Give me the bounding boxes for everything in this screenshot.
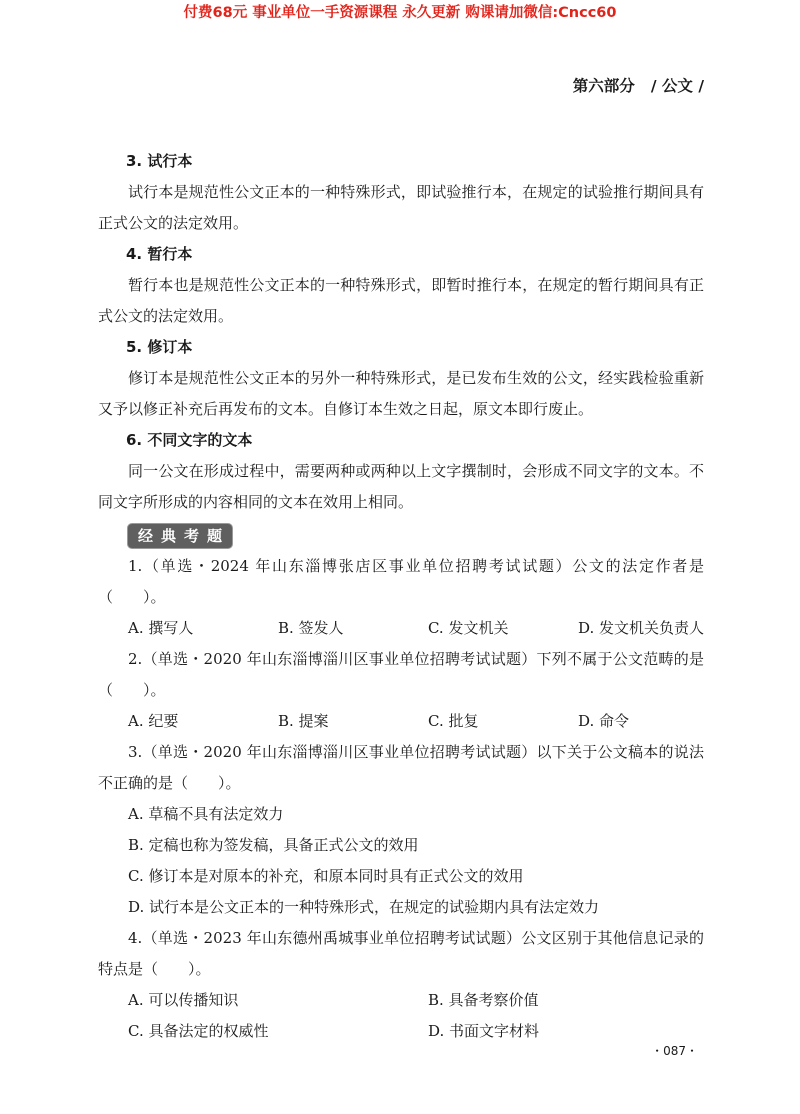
option-c: C. 具备法定的权威性 [128,1022,269,1040]
page-number: ・087・ [651,1044,698,1058]
section-body: 试行本是规范性公文正本的一种特殊形式，即试验推行本，在规定的试验推行期间具有正式公文的法定效用。 [98,183,704,232]
option-c: C. 发文机关 [427,619,509,637]
question-options [98,985,704,1047]
section-heading: 6. 不同文字的文本 [126,431,253,449]
option-b: B. 定稿也称为签发稿，具备正式公文的效用 [128,836,419,854]
option-c: C. 批复 [428,712,479,730]
option-d: D. 书面文字材料 [428,1022,540,1040]
page-content [98,146,704,1047]
option-a: A. 草稿不具有法定效力 [128,805,284,823]
option-b: B. 具备考察价值 [428,991,539,1009]
option-b: B. 提案 [278,712,329,730]
question-options [98,706,704,737]
question-text: 1.（单选・2024 年山东淄博张店区事业单位招聘考试试题）公文的法定作者是（ ）。 [98,557,704,606]
section-heading: 3. 试行本 [126,152,193,170]
question-text: 4.（单选・2023 年山东德州禹城事业单位招聘考试试题）公文区别于其他信息记录的特点是（ ）。 [98,929,704,978]
option-d: D. 发文机关负责人 [577,619,704,637]
section-body: 同一公文在形成过程中，需要两种或两种以上文字撰制时，会形成不同文字的文本。不同文字所形成的内容相同的文本在效用上相同。 [98,462,704,511]
option-d: D. 命令 [578,712,630,730]
running-head: 第六部分 / 公文 / [572,77,704,95]
question-text: 3.（单选・2020 年山东淄博淄川区事业单位招聘考试试题）以下关于公文稿本的说法不正确的是（ ）。 [98,743,704,792]
section-body: 修订本是规范性公文正本的另外一种特殊形式，是已发布生效的公文，经实践检验重新又予以修正补充后再发布的文本。自修订本生效之日起，原文本即行废止。 [98,369,704,418]
option-d: D. 试行本是公文正本的一种特殊形式，在规定的试验期内具有法定效力 [128,898,600,916]
question-options [98,799,704,923]
option-b: B. 签发人 [277,619,344,637]
option-a: A. 纪要 [128,712,179,730]
section-body: 暂行本也是规范性公文正本的一种特殊形式，即暂时推行本，在规定的暂行期间具有正式公文的法定效用。 [98,276,704,325]
option-a: A. 可以传播知识 [128,991,239,1009]
section-heading: 5. 修订本 [126,338,193,356]
question-text: 2.（单选・2020 年山东淄博淄川区事业单位招聘考试试题）下列不属于公文范畴的是（ ）。 [98,650,704,699]
option-c: C. 修订本是对原本的补充，和原本同时具有正式公文的效用 [128,867,524,885]
classic-questions-badge: 经典考题 [128,524,232,548]
question-options [98,613,704,644]
section-heading: 4. 暂行本 [126,245,193,263]
option-a: A. 撰写人 [128,619,194,637]
promo-banner: 付费68元 事业单位一手资源课程 永久更新 购课请加微信:Cncc60 [183,5,617,21]
